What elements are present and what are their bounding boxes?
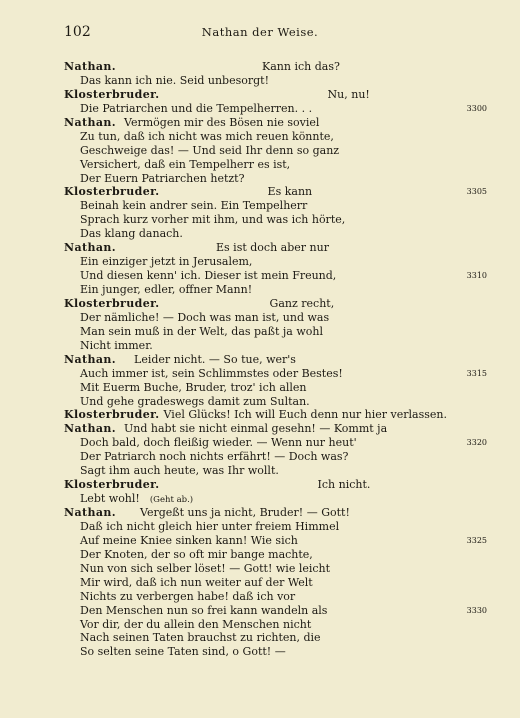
line-text-group [80,520,339,534]
speaker-name: Klosterbruder. [64,296,160,310]
line-text: Versichert, daß ein Tempelherr es ist, [80,157,291,171]
verse-line [0,436,520,450]
line-text-group [64,60,340,74]
verse-line [0,590,520,604]
verse-line [0,534,520,548]
verse-line [0,618,520,632]
line-text-group [80,631,321,645]
line-text: Zu tun, daß ich nicht was mich reuen könnte, [80,129,334,143]
line-text: Ich nicht. [317,478,371,492]
line-text: Ganz recht, [269,296,335,310]
speaker-name: Nathan. [64,60,117,73]
line-text: Das klang danach. [80,227,183,241]
line-text-group [80,269,336,283]
verse-line [0,464,520,478]
verse-line [0,645,520,659]
verse-line [0,631,520,645]
line-text-group [80,381,307,395]
line-text-group [80,311,329,325]
line-text-group [80,130,334,144]
line-number: 3315 [466,368,487,378]
line-text-group [80,464,279,478]
line-text: Mit Euerm Buche, Bruder, troz' ich allen [80,380,307,394]
line-text-group [80,450,348,464]
verse-line [0,325,520,339]
line-text-group [64,116,319,130]
line-text-group [64,353,296,367]
verse-line [0,172,520,186]
speaker-name: Klosterbruder. [64,408,160,422]
line-text: Und gehe gradeswegs damit zum Sultan. [80,394,310,408]
line-text: Es ist doch aber nur [216,241,329,255]
line-text: Daß ich nicht gleich hier unter freiem Himmel [80,519,340,533]
line-text-group [80,562,330,576]
verse-line [0,381,520,395]
verse-line [0,548,520,562]
line-text-group [64,88,370,102]
line-text-group [80,618,311,632]
line-text-group [64,241,329,255]
line-text-group [80,213,345,227]
stage-direction: (Geht ab.) [149,495,194,506]
verse-body [0,60,520,659]
line-text: Nu, nu! [327,87,370,101]
line-text-group [80,576,313,590]
line-text: Der Patriarch noch nichts erfährt! — Doch was? [80,450,349,464]
line-text: Sprach kurz vorher mit ihm, und was ich hörte, [80,213,346,227]
line-text-group [64,478,370,492]
line-number: 3325 [466,535,487,545]
line-text-group [80,255,252,269]
verse-line [0,478,520,492]
verse-line [0,144,520,158]
line-text: Geschweige das! — Und seid Ihr denn so ganz [80,143,340,157]
verse-line [0,576,520,590]
line-number: 3310 [466,271,487,281]
line-text-group [80,590,295,604]
line-text: Der Euern Patriarchen hetzt? [80,171,245,185]
line-text: Viel Glücks! Ich will Euch denn nur hier verlassen. [163,408,447,422]
line-text: Vor dir, der du allein den Menschen nicht [80,617,312,631]
verse-line [0,88,520,102]
line-text-group [80,158,290,172]
speaker-name: Klosterbruder. [64,185,160,199]
line-text: Sagt ihm auch heute, was Ihr wollt. [80,464,279,478]
line-number: 3300 [466,103,487,113]
line-text: Kann ich das? [262,60,340,73]
line-text: Auf meine Kniee sinken kann! Wie sich [80,533,298,547]
line-text: Den Menschen nun so frei kann wandeln als [80,603,328,617]
line-text-group [80,339,153,353]
speaker-name: Nathan. [64,422,117,436]
line-text: Doch bald, doch fleißig wieder. — Wenn nur heut' [80,436,357,450]
line-text: Vergeßt uns ja nicht, Bruder! — Gott! [140,506,350,519]
line-text-group [64,506,350,520]
verse-line [0,102,520,116]
line-text-group [80,144,339,158]
verse-line [0,506,520,520]
verse-line [0,241,520,255]
line-text-group [64,408,447,422]
line-text: Der Knoten, der so oft mir bange machte, [80,547,313,561]
speaker-name: Nathan. [64,241,117,255]
line-text: So selten seine Taten sind, o Gott! — [80,645,286,659]
line-text-group [80,74,269,88]
verse-line [0,255,520,269]
verse-line [0,408,520,422]
verse-line [0,395,520,409]
verse-line [0,311,520,325]
line-text: Beinah kein andrer sein. Ein Tempelherr [80,199,308,213]
line-text: Mir wird, daß ich nun weiter auf der Welt [80,575,313,589]
line-text-group [80,548,313,562]
speaker-name: Klosterbruder. [64,478,160,492]
line-text-group [64,297,334,311]
line-number: 3330 [466,605,487,615]
line-number: 3305 [466,187,487,197]
line-text-group [80,395,310,409]
line-text-group [80,227,183,241]
line-text: Die Patriarchen und die Tempelherren. . . [80,101,313,115]
verse-line [0,269,520,283]
line-text: Leider nicht. — So tue, wer's [134,352,296,366]
speaker-name: Nathan. [64,506,117,519]
line-text-group [80,199,307,213]
page-header [0,24,520,44]
line-text-group [64,422,387,436]
line-text: Und habt sie nicht einmal gesehn! — Kommt ja [124,422,388,436]
verse-line [0,520,520,534]
page-number: 102 [64,24,91,40]
verse-line [0,158,520,172]
line-text-group [80,604,327,618]
line-text: Es kann [267,185,313,199]
line-text: Der nämliche! — Doch was man ist, und was [80,310,330,324]
line-text: Nicht immer. [80,338,153,352]
line-text: Vermögen mir des Bösen nie soviel [124,115,320,129]
line-text-group [80,325,323,339]
verse-line [0,367,520,381]
line-text: Nichts zu verbergen habe! daß ich vor [80,589,296,603]
verse-line [0,353,520,367]
line-text: Ein einziger jetzt in Jerusalem, [80,255,253,269]
line-text: Lebt wohl! [80,492,140,506]
speaker-name: Nathan. [64,115,117,129]
verse-line [0,199,520,213]
line-text-group [80,534,298,548]
verse-line [0,74,520,88]
line-text: Man sein muß in der Welt, das paßt ja wohl [80,324,323,338]
line-text: Ein junger, edler, offner Mann! [80,283,253,296]
running-title: Nathan der Weise. [201,25,319,39]
verse-line [0,60,520,74]
verse-line [0,604,520,618]
verse-line [0,283,520,297]
verse-line [0,450,520,464]
line-text-group [80,645,286,659]
line-text: Und diesen kenn' ich. Dieser ist mein Freund, [80,269,337,283]
line-text: Nun von sich selber löset! — Gott! wie leicht [80,561,331,575]
line-number: 3320 [466,438,487,448]
line-text-group [80,367,343,381]
verse-line [0,130,520,144]
verse-line [0,227,520,241]
verse-line [0,297,520,311]
speaker-name: Nathan. [64,352,117,366]
verse-line [0,213,520,227]
verse-line [0,562,520,576]
line-text-group [80,436,357,450]
line-text: Auch immer ist, sein Schlimmstes oder Bestes! [80,366,343,380]
line-text: Nach seinen Taten brauchst zu richten, die [80,631,321,645]
verse-line [0,116,520,130]
verse-line [0,492,520,506]
verse-line [0,185,520,199]
line-text-group [80,102,312,116]
line-text-group [64,185,312,199]
speaker-name: Klosterbruder. [64,87,160,101]
line-text-group [80,172,245,186]
line-text: Das kann ich nie. Seid unbesorgt! [80,73,270,87]
verse-line [0,422,520,436]
verse-line [0,339,520,353]
line-text-group [80,283,252,297]
